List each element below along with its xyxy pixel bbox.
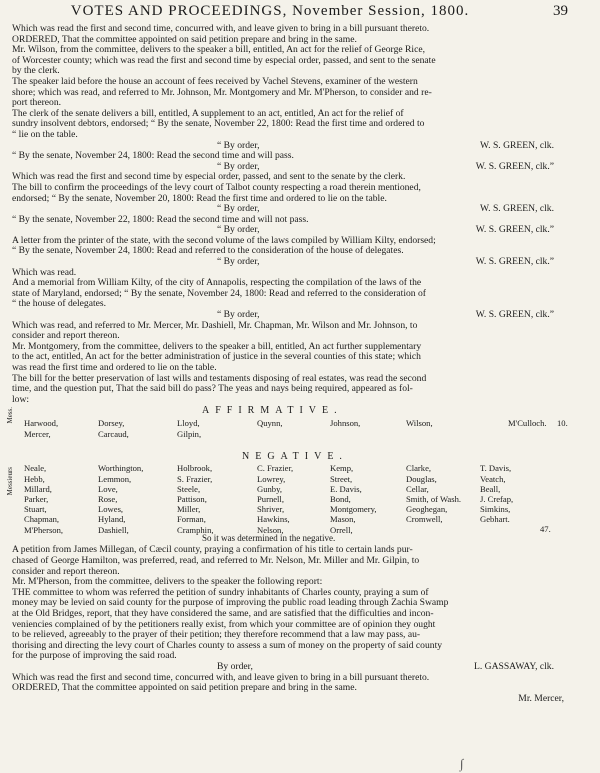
member-name: Chapman, [24,514,60,525]
affirmative-column [330,418,360,428]
text-line: “ By the senate, November 22, 1800: Read the second time and will not pass. [12,214,309,225]
negative-column [480,463,513,524]
member-name: Orrell, [330,524,353,535]
text-line: And a memorial from William Kilty, of the city of Annapolis, respecting the compilation of the laws of the [12,278,422,289]
member-name: Holbrook, [177,463,213,474]
page-number: 39 [553,3,568,19]
text-line: sundry insolvent debtors, endorsed; “ By the senate, November 22, 1800: Read the first time and ordered to [12,119,425,130]
text-line: THE committee to whom was referred the petition of sundry inhabitants of Charles county, praying a sum of [12,587,429,598]
text-line: for the purpose of improving the said road. [12,651,177,662]
affirmative-count: 10. [557,418,568,429]
negative-column [406,463,461,524]
by-order-text: “ By order, [217,310,260,321]
member-name: Mason, [330,514,356,525]
text-line: consider and report thereon. [12,566,120,577]
affirmative-label: Mess. [6,407,14,424]
affirmative-column [508,418,547,428]
page-header [0,3,600,21]
member-name: Hebb, [24,473,45,484]
signature-line [12,310,588,321]
by-order-text: “ By order, [217,225,260,236]
member-name: Cellar, [406,483,429,494]
member-name: Geoghegan, [406,504,448,515]
member-name: Lloyd, [177,418,200,429]
signature-line [12,662,588,673]
clerk-signature: W. S. GREEN, clk. [480,204,554,215]
negative-column [177,463,214,534]
member-name: Forman, [177,514,206,525]
signature-line [12,141,588,152]
member-name: Neale, [24,463,47,474]
text-line: endorsed; “ By the senate, November 20, 1800: Read the first time and ordered to lie on the table. [12,193,387,204]
text-line: Mr. Wilson, from the committee, delivers to the speaker a bill, entitled, An act for the relief of George Rice, [12,45,425,56]
member-name: Steele, [177,483,201,494]
affirmative-column [257,418,283,428]
negative-label: Messieurs [6,467,14,496]
member-name: S. Frazier, [177,473,213,484]
clerk-signature: W. S. GREEN, clk. [480,140,554,151]
member-name: M'Culloch. [508,418,547,429]
member-name: T. Davis, [480,463,512,474]
text-line: The bill for the better preservation of last wills and testaments disposing of real estates, was read the second [12,373,427,384]
catchword: Mr. Mercer, [518,693,564,704]
member-name: Nelson, [257,524,284,535]
affirmative-column [24,418,58,438]
text-line: shore; which was read, and referred to Mr. Johnson, Mr. Montgomery and Mr. M'Pherson, to consider and re- [12,87,432,98]
text-line: low: [12,394,30,405]
text-line: thorising and directing the levy court of Charles county to assess a sum of money on the property of said county [12,640,443,651]
vote-table [6,405,588,545]
text-line: “ By the senate, November 24, 1800: Read the second time and will pass. [12,151,294,162]
negative-column [257,463,293,534]
running-title: VOTES AND PROCEEDINGS, November Session, 1800. [70,3,470,19]
affirmative-column [98,418,129,438]
member-name: Montgomery, [330,504,377,515]
clerk-signature: W. S. GREEN, clk.” [475,257,554,268]
member-name: Pattison, [177,493,207,504]
member-name: Cromwell, [406,514,443,525]
text-line: “ lie on the table. [12,129,78,140]
member-name: Johnson, [330,418,361,429]
text-line: to the act, entitled, An act for the better administration of justice in the several counties of this state; which [12,352,421,363]
document-body [6,24,588,704]
text-line: time, and the question put, That the said bill do pass? The yeas and nays being required, appeared as fol- [12,384,413,395]
member-name: Veatch, [480,473,506,484]
text-line: Mr. Montgomery, from the committee, delivers to the speaker a bill, entitled, An act further supplementary [12,341,422,352]
negative-column [330,463,376,534]
affirmative-heading: AFFIRMATIVE. [202,405,343,417]
affirmative-column [177,418,201,438]
member-name: Quynn, [257,418,283,429]
member-name: Gunby, [257,483,282,494]
text-line: by the clerk. [12,66,60,77]
member-name: Carcaud, [98,428,129,439]
text-line: ORDERED, That the committee appointed on said petition prepare and bring in the same. [12,34,357,45]
clerk-signature: W. S. GREEN, clk.” [475,310,554,321]
text-line: port thereon. [12,98,62,109]
text-line: veniencies complained of by the petitioners really exist, from which your committee are of opinion they ought [12,619,436,630]
member-name: Smith, of Wash. [406,493,462,504]
vote-result: So it was determined in the negative. [202,533,336,544]
by-order-text: By order, [217,661,253,672]
member-name: Lowrey, [257,473,286,484]
text-line: state of Maryland, endorsed; “ By the senate, November 24, 1800: Read and referred to the consideration of [12,288,426,299]
text-line: Mr. M'Pherson, from the committee, delivers to the speaker the following report: [12,577,323,588]
text-line: A petition from James Millegan, of Cæcil county, praying a confirmation of his title to certain lands pur- [12,545,413,556]
by-order-text: “ By order, [217,161,260,172]
member-name: Purnell, [257,493,284,504]
text-line: The clerk of the senate delivers a bill, entitled, A supplement to an act, entitled, An act for the relief of [12,108,404,119]
member-name: Clarke, [406,463,432,474]
text-line: consider and report thereon. [12,331,120,342]
affirmative-column [406,418,433,428]
member-name: Love, [98,483,118,494]
member-name: Lowes, [98,504,124,515]
member-name: Mercer, [24,428,51,439]
text-line: The bill to confirm the proceedings of the levy court of Talbot county respecting a road therein mentioned, [12,182,421,193]
text-line: money may be levied on said county for the purpose of improving the public road leading through Zachia Swamp [12,598,449,609]
member-name: Worthington, [98,463,144,474]
member-name: Parker, [24,493,49,504]
text-line: Which was read the first and second time, concurred with, and leave given to bring in a bill pursuant thereto. [12,672,430,683]
negative-column [24,463,63,534]
member-name: Dashiell, [98,524,129,535]
member-name: Dorsey, [98,418,125,429]
member-name: Lemmon, [98,473,132,484]
text-line: at the Old Bridges, report, that they have considered the same, and are satisfied that the difficulties and incon- [12,608,434,619]
text-line: The speaker laid before the house an account of fees received by Vachel Stevens, examiner of the western [12,76,418,87]
member-name: Hawkins, [257,514,290,525]
text-line: “ By the senate, November 24, 1800: Read and referred to the consideration of the house of delegates. [12,246,404,257]
member-name: E. Davis, [330,483,362,494]
text-line: of Worcester county; which was read the first and second time by especial order, passed, and sent to the senate [12,55,436,66]
member-name: Shriver, [257,504,285,515]
member-name: Stuart, [24,504,47,515]
clerk-signature: W. S. GREEN, clk.” [475,225,554,236]
member-name: Wilson, [406,418,433,429]
clerk-signature: L. GASSAWAY, clk. [474,661,554,672]
member-name: Cramphin, [177,524,214,535]
member-name: Beall, [480,483,501,494]
negative-heading: NEGATIVE. [242,451,348,463]
text-line: Which was read the first and second time by especial order, passed, and sent to the senate by the clerk. [12,172,406,183]
member-name: J. Crefap, [480,493,514,504]
ink-mark: ∫ [460,756,464,771]
member-name: Gilpin, [177,428,202,439]
by-order-text: “ By order, [217,204,260,215]
text-line: Which was read. [12,267,77,278]
member-name: Harwood, [24,418,59,429]
signature-line [12,204,588,215]
signature-line [12,257,588,268]
member-name: Gebhart. [480,514,510,525]
text-line: to be relieved, agreeably to the prayer of their petition; they therefore recommend that a law may pass, au- [12,630,421,641]
by-order-text: “ By order, [217,257,260,268]
member-name: Bond, [330,493,351,504]
member-name: Simkins, [480,504,511,515]
member-name: Miller, [177,504,201,515]
member-name: Street, [330,473,353,484]
text-line: ORDERED, That the committee appointed on said petition prepare and bring in the same. [12,683,357,694]
text-line: was read the first time and ordered to lie on the table. [12,363,217,373]
text-line: A letter from the printer of the state, with the second volume of the laws compiled by William Kilty, endorsed; [12,235,436,246]
negative-count: 47. [540,524,551,535]
text-line: Which was read the first and second time, concurred with, and leave given to bring in a bill pursuant thereto. [12,24,430,34]
member-name: Millard, [24,483,52,494]
clerk-signature: W. S. GREEN, clk.” [475,161,554,172]
member-name: Hyland, [98,514,126,525]
member-name: Rose, [98,493,118,504]
member-name: Douglas, [406,473,437,484]
member-name: Kemp, [330,463,354,474]
negative-column [98,463,143,534]
text-line: Which was read, and referred to Mr. Mercer, Mr. Dashiell, Mr. Chapman, Mr. Wilson and Mr. Johnson, to [12,320,418,331]
member-name: M'Pherson, [24,524,64,535]
text-line: chased of George Hamilton, was preferred, read, and referred to Mr. Nelson, Mr. Miller and Mr. Gilpin, to [12,555,420,566]
by-order-text: “ By order, [217,140,260,151]
signature-line [12,162,588,173]
text-line: “ the house of delegates. [12,299,107,310]
member-name: C. Frazier, [257,463,294,474]
signature-line [12,225,588,236]
